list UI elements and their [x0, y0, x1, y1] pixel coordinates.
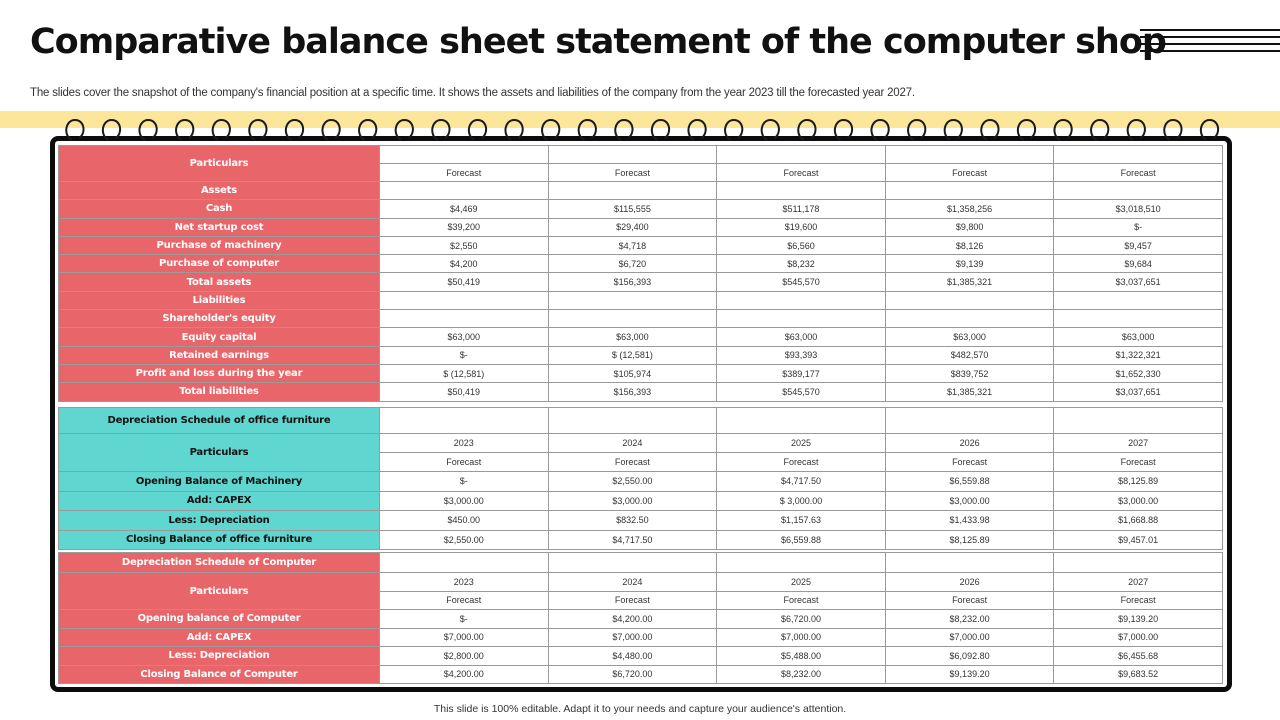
forecast-cell: Forecast — [380, 164, 549, 182]
value-cell: $545,570 — [717, 383, 886, 401]
year-cell: 2026 — [885, 573, 1054, 592]
forecast-cell: Forecast — [1054, 164, 1223, 182]
table-cell — [380, 146, 549, 164]
value-cell: $19,600 — [717, 218, 886, 236]
binder-ring — [66, 120, 83, 140]
value-cell: $3,000.00 — [885, 491, 1054, 511]
table-row — [59, 328, 1223, 346]
value-cell: $1,385,321 — [885, 383, 1054, 401]
value-cell: $7,000.00 — [380, 628, 549, 647]
value-cell: $8,232 — [717, 255, 886, 273]
value-cell — [717, 182, 886, 200]
row-label: Opening balance of Computer — [59, 610, 380, 629]
value-cell: $9,139.20 — [1054, 610, 1223, 629]
value-cell: $6,560 — [717, 236, 886, 254]
value-cell: $4,480.00 — [548, 647, 717, 666]
value-cell — [1054, 291, 1223, 309]
value-cell: $2,800.00 — [380, 647, 549, 666]
value-cell: $156,393 — [548, 273, 717, 291]
year-cell: 2026 — [885, 434, 1054, 453]
value-cell: $63,000 — [1054, 328, 1223, 346]
balance-sheet-table — [58, 145, 1223, 402]
value-cell: $5,488.00 — [717, 647, 886, 666]
table-row — [59, 255, 1223, 273]
row-label: Closing Balance of Computer — [59, 665, 380, 684]
forecast-cell: Forecast — [380, 591, 549, 610]
value-cell: $4,469 — [380, 200, 549, 218]
table-row — [59, 200, 1223, 218]
value-cell: $4,200 — [380, 255, 549, 273]
binder-ring — [286, 120, 303, 140]
row-label: Purchase of computer — [59, 255, 380, 273]
forecast-cell: Forecast — [717, 164, 886, 182]
binder-ring — [139, 120, 156, 140]
particulars-header: Particulars — [59, 573, 380, 610]
table-cell — [1054, 408, 1223, 434]
binder-ring — [615, 120, 632, 140]
value-cell — [885, 310, 1054, 328]
table-row — [59, 364, 1223, 382]
forecast-cell: Forecast — [548, 591, 717, 610]
row-label: Add: CAPEX — [59, 491, 380, 511]
table-row — [59, 236, 1223, 254]
value-cell: $1,358,256 — [885, 200, 1054, 218]
binder-ring — [945, 120, 962, 140]
furniture-depreciation-table — [58, 407, 1223, 550]
table-cell — [380, 408, 549, 434]
forecast-cell: Forecast — [885, 591, 1054, 610]
value-cell: $7,000.00 — [885, 628, 1054, 647]
value-cell — [717, 291, 886, 309]
value-cell: $8,232.00 — [885, 610, 1054, 629]
value-cell — [885, 182, 1054, 200]
year-cell: 2025 — [717, 573, 886, 592]
table-row — [59, 491, 1223, 511]
row-label: Liabilities — [59, 291, 380, 309]
value-cell: $832.50 — [548, 511, 717, 531]
binder-ring — [469, 120, 486, 140]
value-cell: $105,974 — [548, 364, 717, 382]
table-row — [59, 472, 1223, 492]
table-cell — [1054, 146, 1223, 164]
value-cell: $6,720.00 — [717, 610, 886, 629]
value-cell: $511,178 — [717, 200, 886, 218]
value-cell: $4,200.00 — [548, 610, 717, 629]
value-cell: $7,000.00 — [717, 628, 886, 647]
forecast-cell: Forecast — [885, 453, 1054, 472]
row-label: Total liabilities — [59, 383, 380, 401]
value-cell: $389,177 — [717, 364, 886, 382]
page-title: Comparative balance sheet statement of the computer shop — [30, 22, 1166, 62]
binder-ring — [505, 120, 522, 140]
value-cell: $3,037,651 — [1054, 273, 1223, 291]
binder-ring — [579, 120, 596, 140]
value-cell: $3,000.00 — [1054, 491, 1223, 511]
row-label: Purchase of machinery — [59, 236, 380, 254]
row-label: Cash — [59, 200, 380, 218]
row-label: Equity capital — [59, 328, 380, 346]
table-row — [59, 383, 1223, 401]
table-row — [59, 182, 1223, 200]
value-cell: $50,419 — [380, 273, 549, 291]
value-cell: $39,200 — [380, 218, 549, 236]
year-cell: 2027 — [1054, 434, 1223, 453]
value-cell: $6,092.80 — [885, 647, 1054, 666]
value-cell — [548, 182, 717, 200]
value-cell — [548, 291, 717, 309]
binder-ring — [1054, 120, 1071, 140]
value-cell — [548, 310, 717, 328]
value-cell: $ (12,581) — [380, 364, 549, 382]
table-row — [59, 346, 1223, 364]
value-cell: $63,000 — [380, 328, 549, 346]
value-cell — [717, 310, 886, 328]
value-cell: $8,126 — [885, 236, 1054, 254]
row-label: Assets — [59, 182, 380, 200]
row-label: Retained earnings — [59, 346, 380, 364]
value-cell: $1,668.88 — [1054, 511, 1223, 531]
value-cell: $63,000 — [717, 328, 886, 346]
value-cell: $115,555 — [548, 200, 717, 218]
binder-ring — [981, 120, 998, 140]
table-cell — [717, 553, 886, 573]
table-row — [59, 291, 1223, 309]
table-cell — [548, 146, 717, 164]
value-cell: $6,720.00 — [548, 665, 717, 684]
table-row — [59, 665, 1223, 684]
binder-ring — [103, 120, 120, 140]
year-cell: 2025 — [717, 434, 886, 453]
forecast-cell: Forecast — [1054, 453, 1223, 472]
value-cell: $6,559.88 — [885, 472, 1054, 492]
year-cell: 2023 — [380, 573, 549, 592]
table-row — [59, 511, 1223, 531]
row-label: Profit and loss during the year — [59, 364, 380, 382]
value-cell: $156,393 — [548, 383, 717, 401]
year-cell: 2024 — [548, 434, 717, 453]
row-label: Closing Balance of office furniture — [59, 530, 380, 550]
forecast-cell: Forecast — [380, 453, 549, 472]
value-cell: $1,157.63 — [717, 511, 886, 531]
forecast-cell: Forecast — [717, 453, 886, 472]
binder-ring — [542, 120, 559, 140]
binder-ring — [835, 120, 852, 140]
value-cell: $8,125.89 — [885, 530, 1054, 550]
value-cell: $4,717.50 — [717, 472, 886, 492]
row-label: Less: Depreciation — [59, 647, 380, 666]
value-cell: $545,570 — [717, 273, 886, 291]
table-row — [59, 628, 1223, 647]
row-label: Shareholder's equity — [59, 310, 380, 328]
row-label: Net startup cost — [59, 218, 380, 236]
value-cell: $7,000.00 — [1054, 628, 1223, 647]
binder-ring — [1018, 120, 1035, 140]
value-cell: $29,400 — [548, 218, 717, 236]
value-cell — [1054, 310, 1223, 328]
binder-ring — [871, 120, 888, 140]
forecast-cell: Forecast — [1054, 591, 1223, 610]
table-cell — [548, 408, 717, 434]
row-label: Opening Balance of Machinery — [59, 472, 380, 492]
value-cell: $6,559.88 — [717, 530, 886, 550]
value-cell: $- — [380, 610, 549, 629]
value-cell: $4,718 — [548, 236, 717, 254]
row-label: Total assets — [59, 273, 380, 291]
binder-ring — [213, 120, 230, 140]
binder-ring — [688, 120, 705, 140]
table-cell — [885, 146, 1054, 164]
table-row — [59, 610, 1223, 629]
table-cell — [380, 553, 549, 573]
value-cell: $1,652,330 — [1054, 364, 1223, 382]
table-cell — [885, 553, 1054, 573]
binder-ring — [249, 120, 266, 140]
row-label: Add: CAPEX — [59, 628, 380, 647]
table-cell — [1054, 553, 1223, 573]
value-cell: $6,455.68 — [1054, 647, 1223, 666]
binder-rings — [50, 116, 1230, 146]
table-row — [59, 530, 1223, 550]
value-cell: $3,000.00 — [380, 491, 549, 511]
forecast-cell: Forecast — [885, 164, 1054, 182]
value-cell: $9,683.52 — [1054, 665, 1223, 684]
value-cell: $93,393 — [717, 346, 886, 364]
binder-ring — [1201, 120, 1218, 140]
value-cell: $- — [380, 472, 549, 492]
table-cell — [717, 408, 886, 434]
value-cell: $ (12,581) — [548, 346, 717, 364]
value-cell: $63,000 — [548, 328, 717, 346]
value-cell: $2,550.00 — [380, 530, 549, 550]
year-row — [59, 573, 1223, 592]
binder-ring — [1128, 120, 1145, 140]
value-cell: $3,018,510 — [1054, 200, 1223, 218]
value-cell: $2,550 — [380, 236, 549, 254]
schedule-title: Depreciation Schedule of Computer — [59, 553, 380, 573]
value-cell: $482,570 — [885, 346, 1054, 364]
forecast-cell: Forecast — [717, 591, 886, 610]
table-row — [59, 273, 1223, 291]
schedule-title: Depreciation Schedule of office furniture — [59, 408, 380, 434]
year-cell: 2023 — [380, 434, 549, 453]
value-cell: $8,232.00 — [717, 665, 886, 684]
value-cell: $4,200.00 — [380, 665, 549, 684]
value-cell: $8,125.89 — [1054, 472, 1223, 492]
value-cell — [380, 182, 549, 200]
value-cell: $50,419 — [380, 383, 549, 401]
value-cell: $- — [1054, 218, 1223, 236]
value-cell: $9,139.20 — [885, 665, 1054, 684]
binder-ring — [908, 120, 925, 140]
binder-ring — [322, 120, 339, 140]
year-row — [59, 434, 1223, 453]
year-cell: 2024 — [548, 573, 717, 592]
binder-ring — [725, 120, 742, 140]
forecast-cell: Forecast — [548, 453, 717, 472]
table-row — [59, 218, 1223, 236]
table-row — [59, 310, 1223, 328]
value-cell: $9,684 — [1054, 255, 1223, 273]
value-cell: $ 3,000.00 — [717, 491, 886, 511]
binder-ring — [798, 120, 815, 140]
binder-ring — [396, 120, 413, 140]
table-cell — [885, 408, 1054, 434]
value-cell: $- — [380, 346, 549, 364]
forecast-cell: Forecast — [548, 164, 717, 182]
value-cell: $1,385,321 — [885, 273, 1054, 291]
page-subtitle: The slides cover the snapshot of the company's financial position at a specific time. It shows the assets and liabilities of the company from the year 2023 till the forecasted year 2027. — [30, 87, 915, 99]
value-cell: $450.00 — [380, 511, 549, 531]
value-cell — [380, 291, 549, 309]
value-cell: $3,037,651 — [1054, 383, 1223, 401]
binder-ring — [762, 120, 779, 140]
binder-ring — [1164, 120, 1181, 140]
binder-ring — [432, 120, 449, 140]
table-cell — [717, 146, 886, 164]
binder-ring — [176, 120, 193, 140]
value-cell: $3,000.00 — [548, 491, 717, 511]
value-cell: $7,000.00 — [548, 628, 717, 647]
computer-depreciation-table — [58, 552, 1223, 684]
value-cell: $839,752 — [885, 364, 1054, 382]
binder-ring — [359, 120, 376, 140]
value-cell — [380, 310, 549, 328]
year-cell: 2027 — [1054, 573, 1223, 592]
value-cell: $9,457 — [1054, 236, 1223, 254]
value-cell: $1,433.98 — [885, 511, 1054, 531]
particulars-header: Particulars — [59, 434, 380, 472]
binder-ring — [652, 120, 669, 140]
value-cell: $9,457.01 — [1054, 530, 1223, 550]
table-cell — [548, 553, 717, 573]
value-cell — [1054, 182, 1223, 200]
row-label: Less: Depreciation — [59, 511, 380, 531]
value-cell: $1,322,321 — [1054, 346, 1223, 364]
value-cell: $2,550.00 — [548, 472, 717, 492]
value-cell: $9,800 — [885, 218, 1054, 236]
value-cell — [885, 291, 1054, 309]
decorative-lines — [1140, 28, 1280, 54]
table-row — [59, 647, 1223, 666]
value-cell: $4,717.50 — [548, 530, 717, 550]
value-cell: $63,000 — [885, 328, 1054, 346]
footer-note: This slide is 100% editable. Adapt it to your needs and capture your audience's attention. — [433, 703, 847, 715]
particulars-header: Particulars — [59, 146, 380, 182]
value-cell: $6,720 — [548, 255, 717, 273]
binder-ring — [1091, 120, 1108, 140]
value-cell: $9,139 — [885, 255, 1054, 273]
